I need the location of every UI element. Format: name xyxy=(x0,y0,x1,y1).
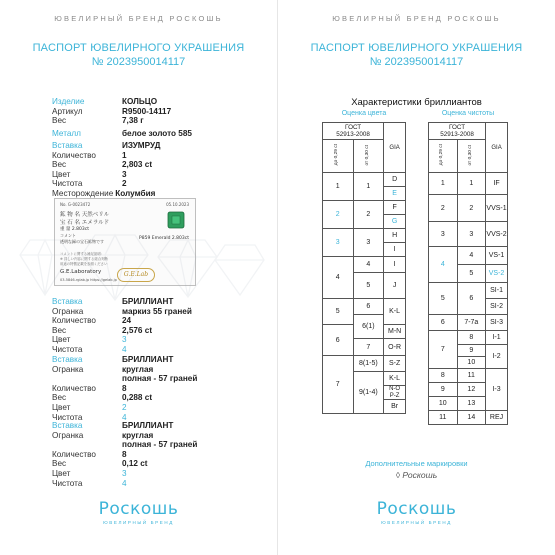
passport-number: № 2023950014117 xyxy=(91,56,186,68)
stone1-label-chist: Чистота xyxy=(52,179,83,189)
color-cell: 7 xyxy=(353,339,384,356)
stone4-ves: 0,12 ct xyxy=(122,459,148,469)
stone1-label-ves: Вес xyxy=(52,160,67,170)
clarity-cell: 3 xyxy=(457,222,486,247)
stone2-label-ves: Вес xyxy=(52,325,67,335)
clarity-cell: 3 xyxy=(429,222,458,247)
cert-number: No. G-0023472 xyxy=(60,202,91,207)
color-cell: 8(1-5) xyxy=(353,356,384,372)
color-cell: 6 xyxy=(323,325,354,356)
logo-word-right: Роскошь xyxy=(376,499,457,519)
stone2-label-chist: Чистота xyxy=(52,344,83,354)
clarity-cell: IF xyxy=(486,173,508,195)
logo-word: Роскошь xyxy=(98,499,179,519)
color-cell: O-R xyxy=(384,339,406,356)
stone3-ogr1: круглая xyxy=(122,364,154,374)
stone4-cvet: 3 xyxy=(122,468,127,478)
stone3-vstavka: БРИЛЛИАНТ xyxy=(122,355,174,364)
stone3-label-vstavka: Вставка xyxy=(52,355,83,364)
clarity-cell: 5 xyxy=(429,283,458,315)
color-from-label: от 0,30 ct xyxy=(364,144,370,166)
stone4-label-kol: Количество xyxy=(52,449,96,459)
clarity-gost-number: 52913-2008 xyxy=(440,131,474,138)
clarity-grade-heading: Оценка чистоты xyxy=(441,110,495,117)
value-metall: белое золото 585 xyxy=(122,128,192,138)
color-grade-table xyxy=(322,122,406,414)
stone4-chist: 4 xyxy=(122,478,127,488)
color-cell: 1 xyxy=(323,173,354,201)
color-cell: 5 xyxy=(353,273,384,299)
passport-title-right: ПАСПОРТ ЮВЕЛИРНОГО УКРАШЕНИЯ xyxy=(310,42,523,54)
label-artikul: Артикул xyxy=(52,106,83,116)
color-cell: 1 xyxy=(353,173,384,201)
stone1-label-mesto: Месторождение xyxy=(52,188,114,198)
cert-line1: 鉱 物 名 天然ベリル xyxy=(60,212,110,218)
color-cell: 5 xyxy=(323,299,354,325)
cert-lab-contact: 03-5846-rglab.jp https://gelab.jp xyxy=(60,278,117,282)
stone4-ogr2: полная - 57 граней xyxy=(122,440,198,450)
stone2-label-ogr: Огранка xyxy=(52,306,84,316)
stone1-block xyxy=(52,141,160,199)
cert-lab-name: G.E.Laboratory xyxy=(60,269,102,275)
stone3-label-cvet: Цвет xyxy=(52,402,71,412)
stone4-label-cvet: Цвет xyxy=(52,468,71,478)
right-logo xyxy=(278,499,555,525)
value-ves: 7,38 г xyxy=(122,116,144,126)
mini-logo-word: Роскошь xyxy=(402,470,438,480)
cert-line3: 重 量 2.803ct xyxy=(60,227,89,232)
stone2-kol: 24 xyxy=(122,316,132,326)
stone3-chist: 4 xyxy=(122,412,127,422)
stone2-ogr: маркиз 55 граней xyxy=(122,306,192,316)
clarity-cell: I-3 xyxy=(486,369,508,411)
stone1-vstavka: ИЗУМРУД xyxy=(122,141,161,150)
color-gost-label: ГОСТ xyxy=(345,124,362,131)
cert-line5: 透明な緑の宝石鉱物です xyxy=(60,239,104,244)
logo-sub-right: ЮВЕЛИРНЫЙ БРЕНД xyxy=(381,520,452,525)
stone3-block xyxy=(52,355,197,422)
passport-title: ПАСПОРТ ЮВЕЛИРНОГО УКРАШЕНИЯ xyxy=(32,42,245,54)
stone4-label-vstavka: Вставка xyxy=(52,421,83,430)
clarity-cell: 8 xyxy=(429,369,458,383)
clarity-gia-label: GIA xyxy=(486,123,508,173)
clarity-cell: 1 xyxy=(457,173,486,195)
clarity-cell: 6 xyxy=(457,283,486,315)
stone2-chist: 4 xyxy=(122,344,127,354)
stone3-label-kol: Количество xyxy=(52,383,96,393)
stone2-label-kol: Количество xyxy=(52,316,96,326)
stone1-cvet: 3 xyxy=(122,169,127,179)
clarity-cell: 4 xyxy=(457,247,486,265)
color-up-to-label: до 0,29 ct xyxy=(334,144,340,166)
clarity-cell: 2 xyxy=(457,195,486,222)
passport-number-right: № 2023950014117 xyxy=(369,56,464,68)
extra-markings-label: Дополнительные маркировки xyxy=(365,459,468,468)
clarity-up-to-label: до 0,29 ct xyxy=(439,144,445,166)
color-cell: I xyxy=(384,257,406,273)
clarity-cell: I-1 xyxy=(486,331,508,345)
logo-sub: ЮВЕЛИРНЫЙ БРЕНД xyxy=(103,520,174,525)
color-cell: 3 xyxy=(353,229,384,257)
color-cell: 2 xyxy=(353,201,384,229)
brand-line: ЮВЕЛИРНЫЙ БРЕНД РОСКОШЬ xyxy=(54,14,223,23)
color-cell: N-O P-Z xyxy=(384,386,406,400)
color-gia-label: GIA xyxy=(384,123,406,173)
clarity-cell: 11 xyxy=(457,369,486,383)
brand-line-right: ЮВЕЛИРНЫЙ БРЕНД РОСКОШЬ xyxy=(332,14,501,23)
stone4-label-ogr: Огранка xyxy=(52,430,84,440)
cert-small1: コメントに関する補足説明： xyxy=(60,252,105,256)
color-cell: F xyxy=(384,201,406,215)
color-cell: I xyxy=(384,243,406,257)
stone2-label-cvet: Цвет xyxy=(52,335,71,345)
label-ves: Вес xyxy=(52,116,67,126)
color-cell: 7 xyxy=(323,356,354,414)
clarity-cell: 12 xyxy=(457,383,486,397)
cert-small2: ※ 詳しい内容に関する総合判断 xyxy=(60,257,108,261)
clarity-cell: 10 xyxy=(457,357,486,369)
cert-line2: 宝 石 名 エメラルド xyxy=(60,220,110,226)
stone2-cvet: 3 xyxy=(122,335,127,345)
color-cell: K-L xyxy=(384,372,406,386)
clarity-gost-label: ГОСТ xyxy=(448,124,466,131)
clarity-cell: 11 xyxy=(429,411,458,425)
color-cell: J xyxy=(384,273,406,299)
stone3-cvet: 2 xyxy=(122,402,127,412)
clarity-cell: I-2 xyxy=(486,345,508,369)
clarity-cell: 5 xyxy=(457,265,486,283)
clarity-cell: 9 xyxy=(457,345,486,357)
clarity-cell: 7 xyxy=(429,331,458,369)
stone2-ves: 2,576 ct xyxy=(122,325,153,335)
item-block xyxy=(52,97,192,138)
clarity-cell: 14 xyxy=(457,411,486,425)
value-artikul: R9500-14117 xyxy=(122,106,172,116)
color-cell: H xyxy=(384,229,406,243)
clarity-cell: 8 xyxy=(457,331,486,345)
label-izdelie: Изделие xyxy=(52,97,85,106)
clarity-cell: 10 xyxy=(429,397,458,411)
clarity-cell: SI-1 xyxy=(486,283,508,299)
stone1-label-vstavka: Вставка xyxy=(52,141,83,150)
stone3-ogr2: полная - 57 граней xyxy=(122,374,198,384)
cert-emerald-note: P859 Emerald 2.803ct xyxy=(139,236,189,241)
color-cell: G xyxy=(384,215,406,229)
clarity-cell: 9 xyxy=(429,383,458,397)
stone1-ves: 2,803 ct xyxy=(122,160,153,170)
clarity-cell: SI-3 xyxy=(486,315,508,331)
stone3-ves: 0,288 ct xyxy=(122,393,153,403)
stone4-block xyxy=(52,421,197,488)
right-page xyxy=(278,0,555,555)
clarity-cell: 6 xyxy=(429,315,458,331)
stone2-label-vstavka: Вставка xyxy=(52,297,83,306)
clarity-from-label: от 0,30 ct xyxy=(467,144,473,166)
label-metall: Металл xyxy=(52,128,81,138)
color-cell: K-L xyxy=(384,299,406,325)
color-cell: 4 xyxy=(323,257,354,299)
color-cell: 2 xyxy=(323,201,354,229)
stone1-label-kol: Количество xyxy=(52,150,96,160)
stone3-label-chist: Чистота xyxy=(52,412,83,422)
stone4-label-chist: Чистота xyxy=(52,478,83,488)
clarity-cell: VS-1 xyxy=(486,247,508,265)
color-cell: D xyxy=(384,173,406,187)
color-cell: 9(1-4) xyxy=(353,372,384,414)
color-cell: M-N xyxy=(384,325,406,339)
stone1-kol: 1 xyxy=(122,150,127,160)
clarity-cell: 4 xyxy=(429,247,458,283)
clarity-cell: REJ xyxy=(486,411,508,425)
extra-markings-logo xyxy=(278,470,555,480)
stone2-vstavka: БРИЛЛИАНТ xyxy=(122,297,174,306)
clarity-cell: VVS-1 xyxy=(486,195,508,222)
stone3-label-ves: Вес xyxy=(52,393,67,403)
cert-line4: コメント xyxy=(60,233,76,238)
cert-date: 05.10.2023 xyxy=(166,202,189,207)
clarity-cell: VVS-2 xyxy=(486,222,508,247)
stone4-vstavka: БРИЛЛИАНТ xyxy=(122,421,174,430)
stone3-label-ogr: Огранка xyxy=(52,364,84,374)
clarity-cell: 13 xyxy=(457,397,486,411)
color-cell: 3 xyxy=(323,229,354,257)
stone3-kol: 8 xyxy=(122,383,127,393)
clarity-cell: 2 xyxy=(429,195,458,222)
clarity-cell: VS-2 xyxy=(486,265,508,283)
stone1-chist: 2 xyxy=(122,179,127,189)
stone4-ogr1: круглая xyxy=(122,430,154,440)
value-izdelie: КОЛЬЦО xyxy=(122,97,158,106)
color-cell: S-Z xyxy=(384,356,406,372)
color-cell: E xyxy=(384,187,406,201)
cert-seal: G.E.Lab xyxy=(117,268,155,282)
color-grade-heading: Оценка цвета xyxy=(341,110,387,117)
stone1-mesto: Колумбия xyxy=(115,188,156,198)
stone4-kol: 8 xyxy=(122,449,127,459)
clarity-cell: 1 xyxy=(429,173,458,195)
stone4-label-ves: Вес xyxy=(52,459,67,469)
color-gost-number: 52913-2008 xyxy=(336,131,370,138)
color-cell: 4 xyxy=(353,257,384,273)
color-cell: Br xyxy=(384,400,406,414)
characteristics-title: Характеристики бриллиантов xyxy=(351,97,482,108)
clarity-cell: 7-7а xyxy=(457,315,486,331)
color-cell: 6(1) xyxy=(353,315,384,339)
diamond-mark-icon: ◊ xyxy=(395,470,403,480)
stone1-label-cvet: Цвет xyxy=(52,169,71,179)
left-logo xyxy=(0,499,277,525)
cert-small3: 用途の特徴記載を参照ください xyxy=(60,262,108,266)
clarity-cell: SI-2 xyxy=(486,299,508,315)
color-cell: 6 xyxy=(353,299,384,315)
clarity-grade-table xyxy=(428,122,508,425)
